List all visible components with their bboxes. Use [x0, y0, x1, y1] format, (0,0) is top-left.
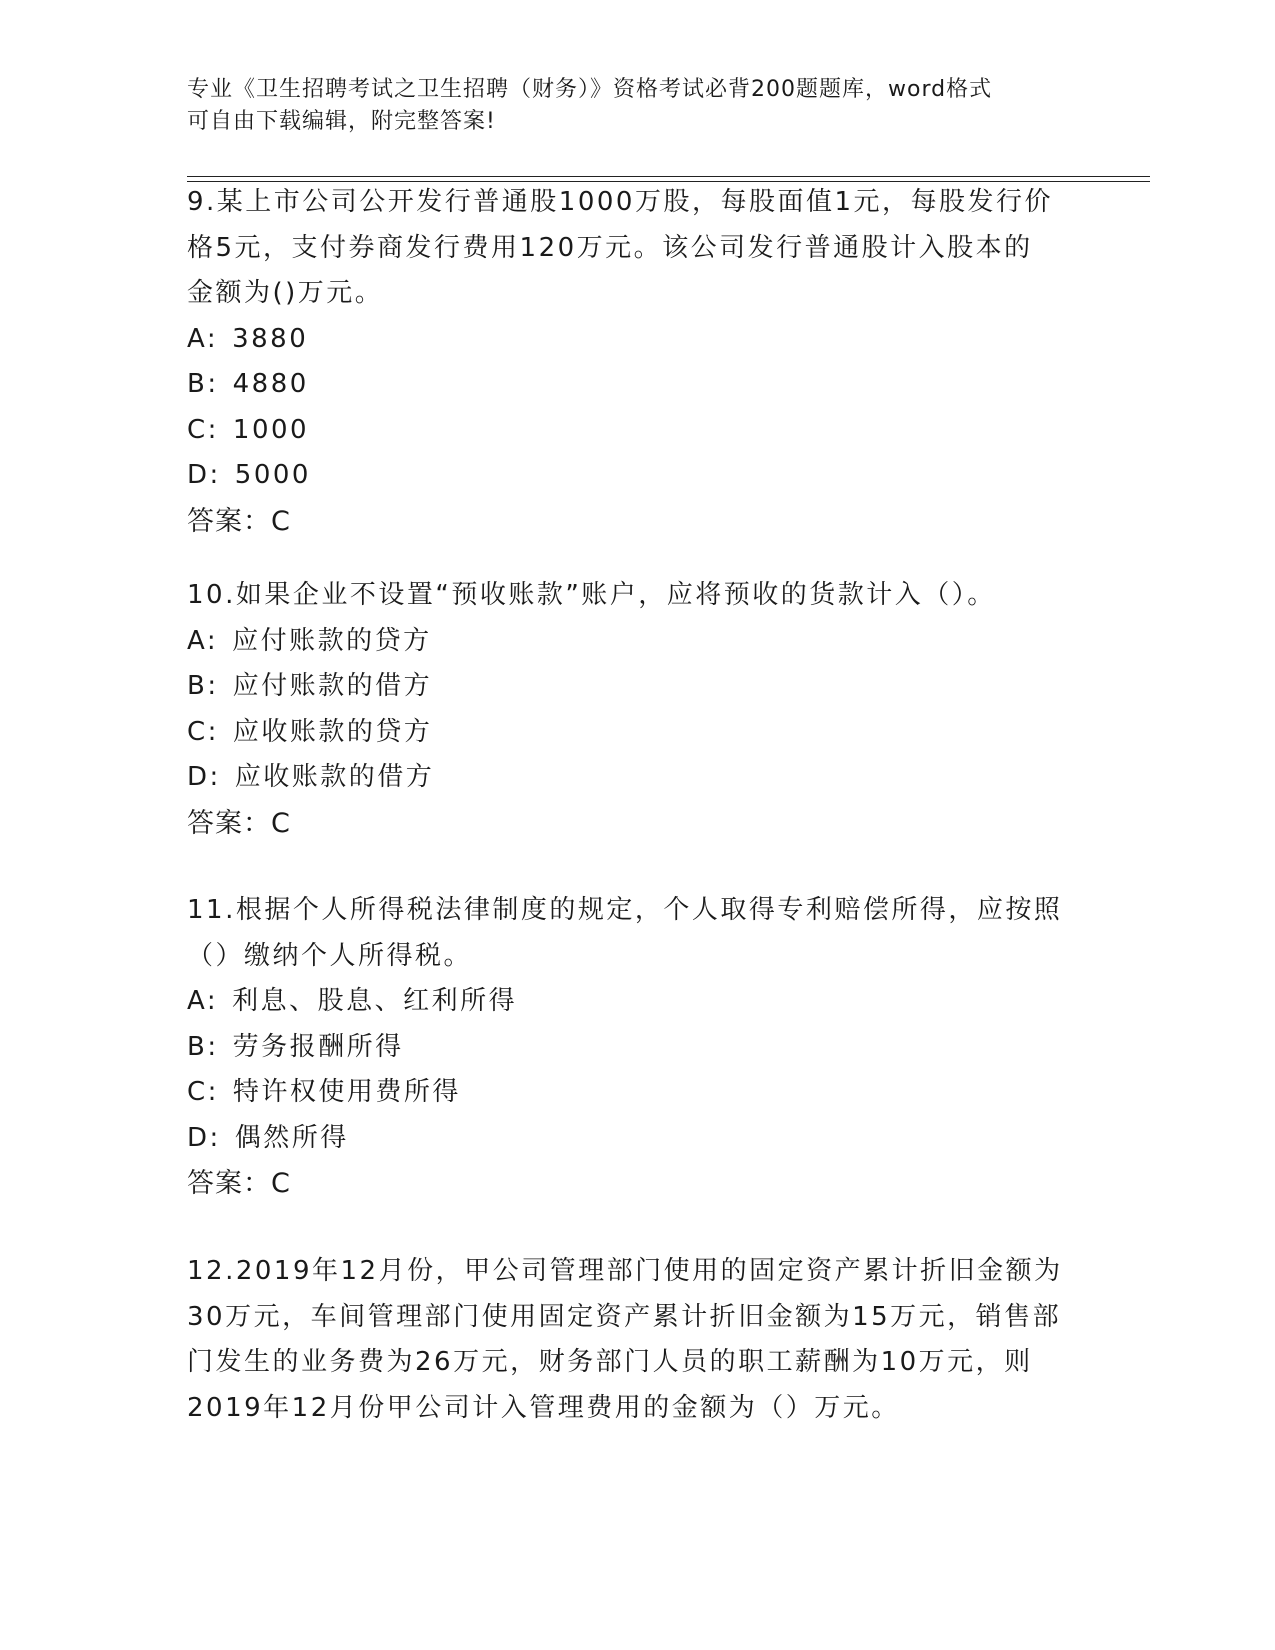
option-text: 偶然所得	[234, 1122, 349, 1153]
option-text: 4880	[232, 369, 309, 399]
question-12	[187, 1249, 1087, 1431]
question-text-line: 11.根据个人所得税法律制度的规定，个人取得专利赔偿所得，应按照	[187, 895, 1063, 925]
option-label: B:	[187, 671, 219, 701]
header-line-1: 专业《卫生招聘考试之卫生招聘（财务）》资格考试必背200题题库，word格式	[187, 77, 993, 102]
option-b	[187, 362, 1087, 408]
question-9	[187, 180, 1087, 544]
option-d	[187, 453, 1087, 499]
option-text: 应付账款的借方	[232, 671, 433, 701]
option-label: D:	[187, 762, 221, 792]
option-text: 应付账款的贷方	[232, 625, 432, 656]
option-c	[187, 408, 1087, 454]
option-text: 3880	[232, 323, 309, 354]
header-rule-top	[187, 176, 1150, 177]
document-header	[187, 74, 1067, 138]
option-label: A:	[187, 625, 219, 656]
option-text: 应收账款的贷方	[232, 716, 433, 747]
option-label: C:	[187, 716, 219, 747]
question-text-line: 30万元，车间管理部门使用固定资产累计折旧金额为15万元，销售部	[187, 1301, 1062, 1332]
header-line-2: 可自由下载编辑，附完整答案!	[187, 109, 496, 134]
option-label: A:	[187, 986, 219, 1016]
question-text-line: 2019年12月份甲公司计入管理费用的金额为（）万元。	[187, 1392, 900, 1423]
option-text: 特许权使用费所得	[232, 1077, 461, 1107]
option-label: B:	[187, 369, 219, 399]
question-text-line: 格5元，支付券商发行费用120万元。该公司发行普通股计入股本的	[187, 232, 1033, 263]
option-b	[187, 664, 1087, 710]
question-10	[187, 573, 1087, 846]
option-b	[187, 1025, 1087, 1071]
question-text-line: 门发生的业务费为26万元，财务部门人员的职工薪酬为10万元，则	[187, 1347, 1033, 1377]
option-label: C:	[187, 414, 219, 445]
option-text: 利息、股息、红利所得	[232, 986, 518, 1016]
option-label: C:	[187, 1077, 219, 1107]
option-text: 劳务报酬所得	[232, 1031, 404, 1062]
option-c	[187, 710, 1087, 756]
question-text-line: （）缴纳个人所得税。	[187, 940, 473, 971]
option-text: 1000	[232, 414, 310, 445]
option-a	[187, 979, 1087, 1025]
option-d	[187, 1116, 1087, 1162]
option-text: 5000	[234, 460, 311, 490]
option-text: 应收账款的借方	[234, 762, 435, 792]
answer: 答案：C	[187, 505, 291, 537]
question-11	[187, 888, 1087, 1207]
answer: 答案：C	[187, 807, 291, 839]
option-c	[187, 1070, 1087, 1116]
question-text-line: 12.2019年12月份，甲公司管理部门使用的固定资产累计折旧金额为	[187, 1256, 1063, 1286]
option-d	[187, 755, 1087, 801]
option-label: D:	[187, 1122, 221, 1153]
option-a	[187, 317, 1087, 363]
option-a	[187, 619, 1087, 665]
option-label: A:	[187, 323, 219, 354]
option-label: B:	[187, 1031, 219, 1062]
question-text-line: 10.如果企业不设置“预收账款”账户，应将预收的货款计入（）。	[187, 580, 996, 610]
question-text-line: 9.某上市公司公开发行普通股1000万股，每股面值1元，每股发行价	[187, 187, 1054, 217]
option-label: D:	[187, 460, 221, 490]
question-text-line: 金额为()万元。	[187, 278, 384, 308]
answer: 答案：C	[187, 1168, 291, 1199]
